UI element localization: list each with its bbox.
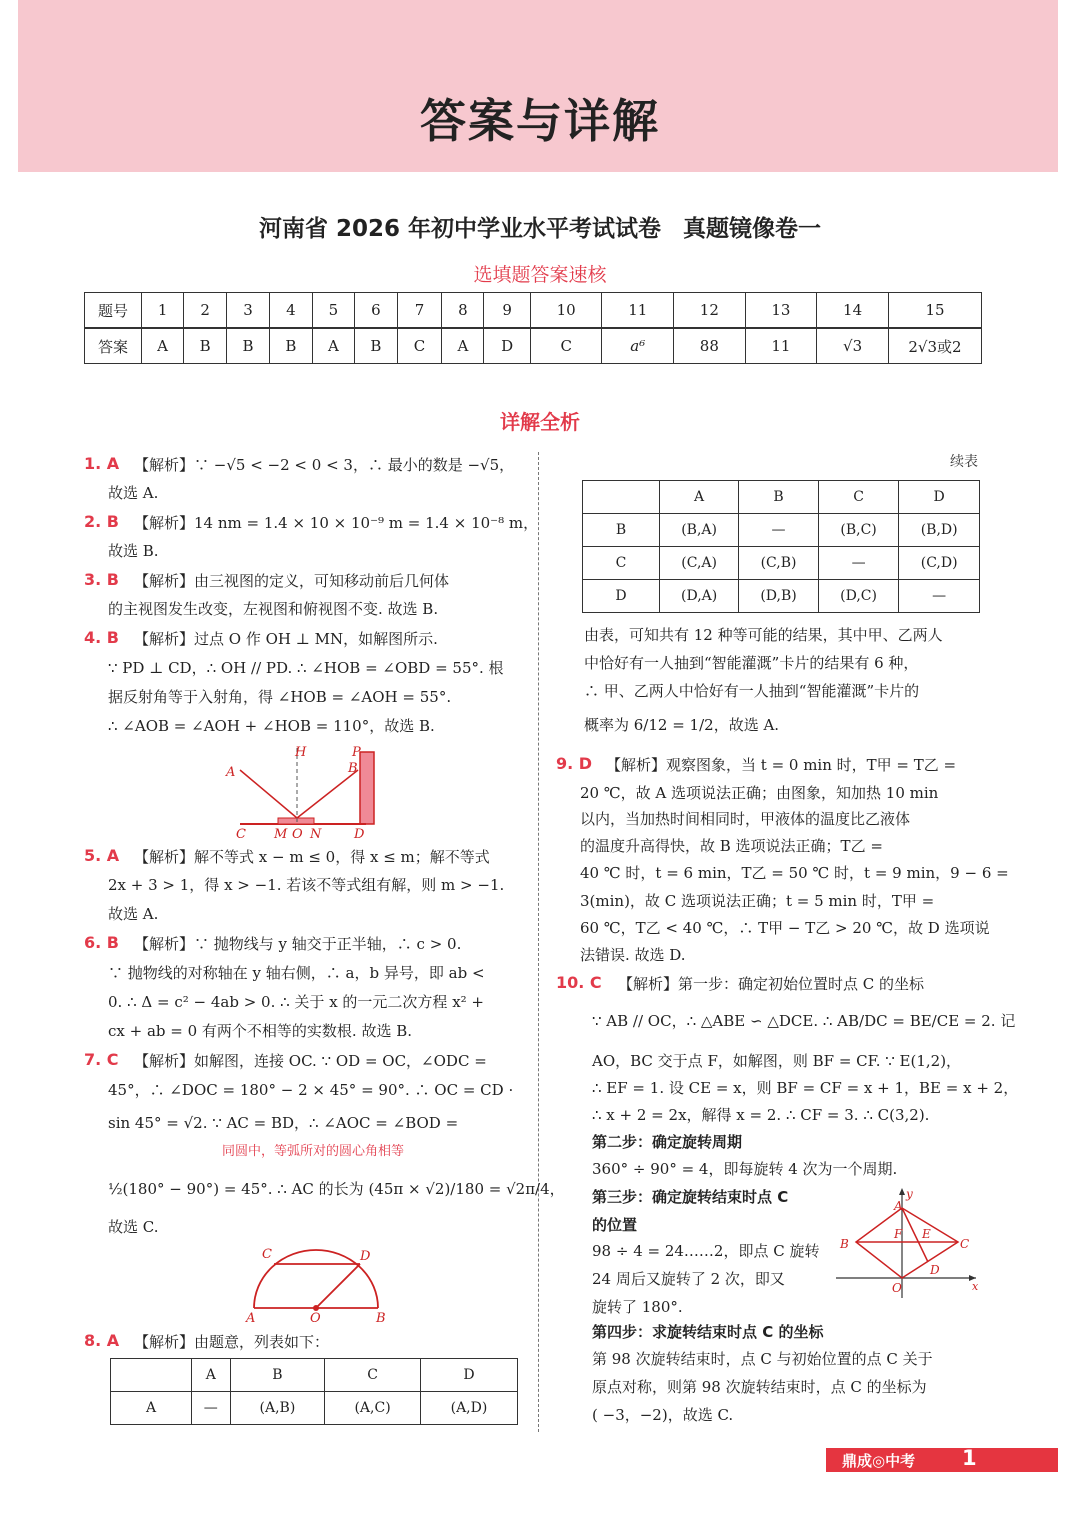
q4-number: 4. B <box>84 628 119 647</box>
q3-line: 的主视图发生改变，左视图和俯视图不变. 故选 B. <box>108 600 439 618</box>
q4-line: 据反射角等于入射角，得 ∠HOB = ∠AOH = 55°. <box>108 688 452 706</box>
column-divider <box>538 452 539 1432</box>
label-a: A <box>226 765 236 780</box>
table-cell: (D,B) <box>739 580 819 613</box>
number-cell: 5 <box>312 293 354 329</box>
q8-number: 8. A <box>84 1331 120 1350</box>
table-cell: A <box>660 481 739 514</box>
q6-number: 6. B <box>84 933 119 952</box>
mirror-shape <box>278 818 314 824</box>
q10-line: ∴ x + 2 = 2x，解得 x = 2. ∴ CF = 3. ∴ C(3,2). <box>592 1106 930 1124</box>
label-c: C <box>262 1247 272 1262</box>
label-o: O <box>310 1311 321 1326</box>
q4-line: ∴ ∠AOB = ∠AOH + ∠HOB = 110°，故选 B. <box>108 717 435 735</box>
table-row <box>583 580 980 613</box>
table-row <box>583 514 980 547</box>
answer-cell: C <box>530 328 602 364</box>
q1-number: 1. A <box>84 454 120 473</box>
q10-step-3: 第三步：确定旋转结束时点 C <box>592 1188 789 1206</box>
q4-line: ∵ PD ⊥ CD，∴ OH // PD. ∴ ∠HOB = ∠OBD = 55°. 根 <box>108 659 504 677</box>
table-cell: C <box>583 547 660 580</box>
q7-annotation: 同圆中，等弧所对的圆心角相等 <box>222 1144 405 1159</box>
label-o: O <box>292 827 303 842</box>
continued-label: 续表 <box>950 454 978 470</box>
q10-line: 原点对称，则第 98 次旋转结束时，点 C 的坐标为 <box>592 1378 927 1396</box>
label-n: N <box>310 827 322 842</box>
label-d: D <box>360 1249 371 1264</box>
q5-line: 故选 A. <box>108 905 159 923</box>
q4-line: 【解析】过点 O 作 OH ⊥ MN，如解图所示. <box>134 630 438 648</box>
label-b: B <box>840 1237 849 1251</box>
q7-line: sin 45° = √2. ∵ AC = BD，∴ ∠AOC = ∠BOD = <box>108 1114 459 1132</box>
table-cell: (C,A) <box>660 547 739 580</box>
q9-line: 3(min)，故 C 选项说法正确；t = 5 min 时，T甲 = <box>580 892 935 910</box>
number-cell: 11 <box>602 293 674 329</box>
continued-table <box>582 480 980 613</box>
q6-line: ∵ 抛物线的对称轴在 y 轴右侧，∴ a，b 异号，即 ab < <box>108 964 485 982</box>
label-x: x <box>972 1280 979 1293</box>
number-cell: 9 <box>484 293 530 329</box>
q2-line: 【解析】14 nm = 1.4 × 10 × 10⁻⁹ m = 1.4 × 10⁻⁸ m， <box>134 514 539 532</box>
table-cell: (A,C) <box>325 1392 421 1425</box>
q4-figure <box>220 740 420 840</box>
table-cell: D <box>583 580 660 613</box>
q7-line: 故选 C. <box>108 1218 159 1236</box>
number-cell: 12 <box>674 293 746 329</box>
q5-line: 2x + 3 > 1，得 x > −1. 若该不等式组有解，则 m > −1. <box>108 876 505 894</box>
detail-title: 详解全析 <box>500 410 580 434</box>
q6-line: cx + ab = 0 有两个不相等的实数根. 故选 B. <box>108 1022 413 1040</box>
page-title: 答案与详解 <box>420 94 660 148</box>
exam-subtitle: 真题镜像卷一 <box>683 216 822 242</box>
label-o: O <box>892 1281 902 1295</box>
label-p: P <box>352 745 361 760</box>
number-cell: 14 <box>817 293 889 329</box>
table-row <box>583 547 980 580</box>
table-cell: (D,C) <box>818 580 898 613</box>
q8-table <box>110 1358 518 1425</box>
number-row <box>85 293 982 329</box>
table-cell: B <box>583 514 660 547</box>
q10-figure <box>836 1186 986 1301</box>
q10-line: ( −3，−2)，故选 C. <box>592 1406 734 1424</box>
q10-line: 第 98 次旋转结束时，点 C 与初始位置的点 C 关于 <box>592 1350 933 1368</box>
answer-cell: D <box>484 328 530 364</box>
q2-line: 故选 B. <box>108 542 159 560</box>
q9-line: 法错误. 故选 D. <box>580 946 686 964</box>
quick-answer-title: 选填题答案速核 <box>473 264 607 286</box>
answer-cell: 88 <box>674 328 746 364</box>
q10-step-2: 第二步：确定旋转周期 <box>592 1133 743 1151</box>
table-cell: (D,A) <box>660 580 739 613</box>
q10-line: AO，BC 交于点 F，如解图，则 BF = CF. ∵ E(1,2)， <box>592 1052 962 1070</box>
q9-line: 40 ℃ 时，t = 6 min，T乙 = 50 ℃ 时，t = 9 min，9 − 6 = <box>580 864 1009 882</box>
table-cell <box>583 481 660 514</box>
q3-number: 3. B <box>84 570 119 589</box>
q8-cont-line: 由表，可知共有 12 种等可能的结果，其中甲、乙两人 <box>584 626 943 644</box>
table-cell: C <box>818 481 898 514</box>
number-cell: 10 <box>530 293 602 329</box>
answer-cell: A <box>312 328 354 364</box>
answer-row <box>85 328 982 364</box>
table-cell: — <box>899 580 980 613</box>
label-b: B <box>348 761 358 776</box>
q1-line: 【解析】∵ −√5 < −2 < 0 < 3，∴ 最小的数是 −√5， <box>134 456 515 474</box>
number-cell: 1 <box>142 293 184 329</box>
answer-cell: B <box>227 328 270 364</box>
number-cell: 13 <box>745 293 817 329</box>
label-f: F <box>894 1227 903 1241</box>
label-e: E <box>922 1227 931 1241</box>
q10-line: 360° ÷ 90° = 4，即每旋转 4 次为一个周期. <box>592 1160 898 1178</box>
table-cell: — <box>192 1392 231 1425</box>
row-label: 答案 <box>85 328 142 364</box>
table-cell: (B,C) <box>818 514 898 547</box>
label-d: D <box>930 1263 940 1277</box>
label-m: M <box>274 827 288 842</box>
answer-cell: B <box>269 328 312 364</box>
table-row <box>111 1392 518 1425</box>
table-cell: A <box>192 1359 231 1392</box>
page-number: 1 <box>962 1446 977 1470</box>
number-cell: 7 <box>397 293 441 329</box>
label-h: H <box>295 745 307 760</box>
table-cell: — <box>739 514 819 547</box>
table-cell: B <box>230 1359 325 1392</box>
answer-cell: B <box>354 328 397 364</box>
q6-line: 【解析】∵ 抛物线与 y 轴交于正半轴，∴ c > 0. <box>134 935 462 953</box>
quick-answer-table <box>84 292 982 364</box>
table-cell: (B,D) <box>899 514 980 547</box>
answer-cell: 2√3或2 <box>889 328 982 364</box>
table-cell <box>111 1359 192 1392</box>
q9-line: 【解析】观察图象，当 t = 0 min 时，T甲 = T乙 = <box>606 756 957 774</box>
table-cell: D <box>899 481 980 514</box>
q10-step-3-cont: 的位置 <box>592 1216 638 1234</box>
number-cell: 8 <box>442 293 484 329</box>
label-d: D <box>354 827 365 842</box>
q8-cont-line: ∴ 甲、乙两人中恰好有一人抽到“智能灌溉”卡片的 <box>584 682 920 700</box>
q10-line: 【解析】第一步：确定初始位置时点 C 的坐标 <box>618 975 925 993</box>
q8-cont-line: 中恰好有一人抽到“智能灌溉”卡片的结果有 6 种， <box>584 654 919 672</box>
number-cell: 4 <box>269 293 312 329</box>
answer-cell: A <box>442 328 484 364</box>
q1-line: 故选 A. <box>108 484 159 502</box>
table-cell: C <box>325 1359 421 1392</box>
answer-cell: 11 <box>745 328 817 364</box>
label-a: A <box>894 1199 903 1213</box>
wall-shape <box>360 752 374 824</box>
label-c: C <box>960 1237 970 1251</box>
q6-line: 0. ∴ Δ = c² − 4ab > 0. ∴ 关于 x 的一元二次方程 x² + <box>108 993 485 1011</box>
answer-cell: A <box>142 328 184 364</box>
q10-line: ∴ EF = 1. 设 CE = x，则 BF = CF = x + 1，BE = x + 2， <box>592 1079 1019 1097</box>
answer-cell: √3 <box>817 328 889 364</box>
table-row <box>111 1359 518 1392</box>
y-axis-arrow-icon <box>899 1188 905 1195</box>
answer-cell: C <box>397 328 441 364</box>
table-cell: — <box>818 547 898 580</box>
q10-line: 98 ÷ 4 = 24……2，即点 C 旋转 <box>592 1242 820 1260</box>
table-cell: B <box>739 481 819 514</box>
exam-title <box>0 210 1080 243</box>
q10-line: 24 周后又旋转了 2 次，即又 <box>592 1270 785 1288</box>
table-cell: A <box>111 1392 192 1425</box>
table-cell: D <box>420 1359 517 1392</box>
q10-number: 10. C <box>556 973 602 992</box>
label-b: B <box>376 1311 386 1326</box>
q10-step-4: 第四步：求旋转结束时点 C 的坐标 <box>592 1323 824 1341</box>
q9-line: 的温度升高得快，故 B 选项说法正确；T乙 = <box>580 837 883 855</box>
number-cell: 15 <box>889 293 982 329</box>
number-cell: 2 <box>184 293 227 329</box>
q7-figure <box>244 1244 404 1324</box>
table-cell: (A,D) <box>420 1392 517 1425</box>
q10-line: 旋转了 180°. <box>592 1298 683 1316</box>
table-cell: (C,D) <box>899 547 980 580</box>
q7-line: 【解析】如解图，连接 OC. ∵ OD = OC，∠ODC = <box>134 1052 487 1070</box>
incident-ray <box>240 770 297 818</box>
q7-line: ½(180° − 90°) = 45°. ∴ AC 的长为 (45π × √2)/180 = √2π/4， <box>108 1180 565 1198</box>
row-label: 题号 <box>85 293 142 329</box>
brand-logo: 鼎成◎中考 <box>842 1452 916 1470</box>
q2-number: 2. B <box>84 512 119 531</box>
label-a: A <box>246 1311 256 1326</box>
q9-line: 60 ℃，T乙 < 40 ℃，∴ T甲 − T乙 > 20 ℃，故 D 选项说 <box>580 919 990 937</box>
label-c: C <box>236 827 246 842</box>
q5-number: 5. A <box>84 846 120 865</box>
table-cell: (C,B) <box>739 547 819 580</box>
q9-number: 9. D <box>556 754 593 773</box>
table-cell: (A,B) <box>230 1392 325 1425</box>
q7-number: 7. C <box>84 1050 119 1069</box>
label-y: y <box>906 1187 913 1201</box>
table-cell: (B,A) <box>660 514 739 547</box>
answer-cell: B <box>184 328 227 364</box>
q7-line: 45°，∴ ∠DOC = 180° − 2 × 45° = 90°. ∴ OC = CD · <box>108 1081 514 1099</box>
radius-od <box>316 1264 360 1308</box>
number-cell: 3 <box>227 293 270 329</box>
table-row <box>583 481 980 514</box>
answer-cell: a⁶ <box>602 328 674 364</box>
q8-cont-line: 概率为 6/12 = 1/2，故选 A. <box>584 716 780 734</box>
q10-line: ∵ AB // OC，∴ △ABE ∽ △DCE. ∴ AB/DC = BE/CE = 2. 记 <box>592 1012 1016 1030</box>
q9-line: 20 ℃，故 A 选项说法正确；由图象，知加热 10 min <box>580 784 939 802</box>
reflected-ray <box>297 770 358 818</box>
q9-line: 以内，当加热时间相同时，甲液体的温度比乙液体 <box>580 810 911 828</box>
number-cell: 6 <box>354 293 397 329</box>
exam-title-main: 河南省 2026 年初中学业水平考试试卷 <box>258 216 662 242</box>
q3-line: 【解析】由三视图的定义，可知移动前后几何体 <box>134 572 450 590</box>
q5-line: 【解析】解不等式 x − m ≤ 0，得 x ≤ m；解不等式 <box>134 848 490 866</box>
q8-line: 【解析】由题意，列表如下： <box>134 1333 330 1351</box>
